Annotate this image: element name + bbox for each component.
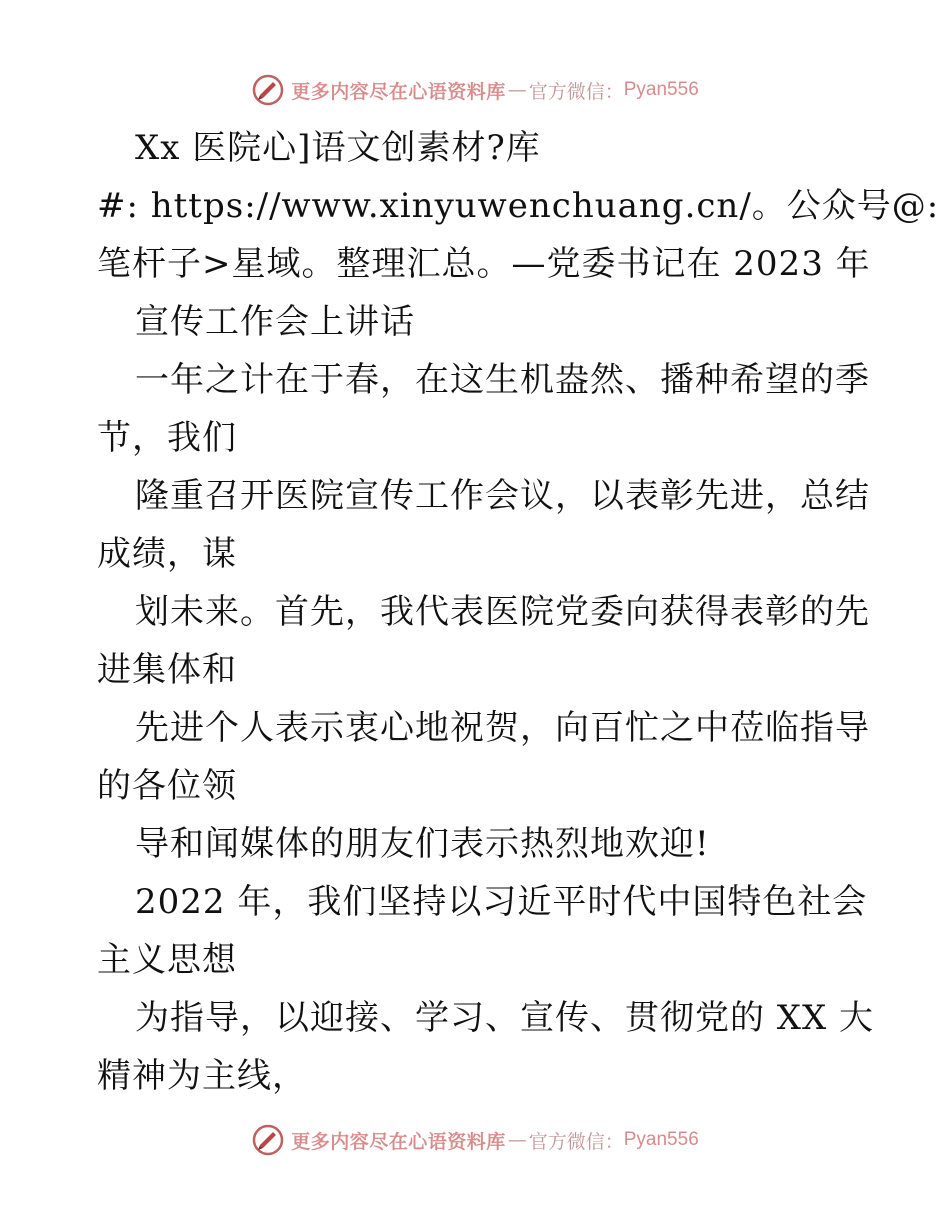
doc-line: 一年之计在于春，在这生机盎然、播种希望的季 [135,360,870,400]
logo-icon [251,73,285,107]
doc-line: 主义思想 [97,940,237,980]
doc-line: #: https://www.xinyuwenchuang.cn/。公众号@: [97,186,940,226]
logo-icon [251,1123,285,1157]
doc-line: 隆重召开医院宣传工作会议，以表彰先进，总结 [135,476,870,516]
banner-main-text: 更多内容尽在心语资料库 [291,1130,506,1153]
banner-wechat-label: 官方微信： [528,1130,624,1153]
doc-line: 笔杆子>星域。整理汇总。—党委书记在 2023 年 [97,244,871,284]
doc-line: 成绩，谋 [97,534,237,574]
doc-line: 先进个人表示衷心地祝贺，向百忙之中莅临指导 [135,708,870,748]
banner-separator: — [507,1129,527,1151]
doc-line: 为指导，以迎接、学习、宣传、贯彻党的 XX 大 [135,998,875,1038]
doc-line: 2022 年，我们坚持以习近平时代中国特色社会 [135,882,868,922]
banner-wechat-id: Pyan556 [623,79,699,100]
footer-banner [0,1120,950,1160]
doc-line: 节，我们 [97,418,237,458]
doc-line: 导和闻媒体的朋友们表示热烈地欢迎! [135,824,710,864]
doc-line: 宣传工作会上讲话 [135,302,415,342]
banner-wechat-id: Pyan556 [623,1129,699,1150]
doc-line: 划未来。首先，我代表医院党委向获得表彰的先 [135,592,870,632]
banner-wechat-label: 官方微信： [528,80,624,103]
doc-line: 精神为主线， [97,1056,307,1096]
banner-main-text: 更多内容尽在心语资料库 [291,80,506,103]
doc-title-line: Xx 医院心]语文创素材?库 [135,128,541,168]
banner-separator: — [507,79,527,101]
doc-line: 的各位领 [97,766,237,806]
doc-line: 进集体和 [97,650,237,690]
header-banner [0,70,950,110]
